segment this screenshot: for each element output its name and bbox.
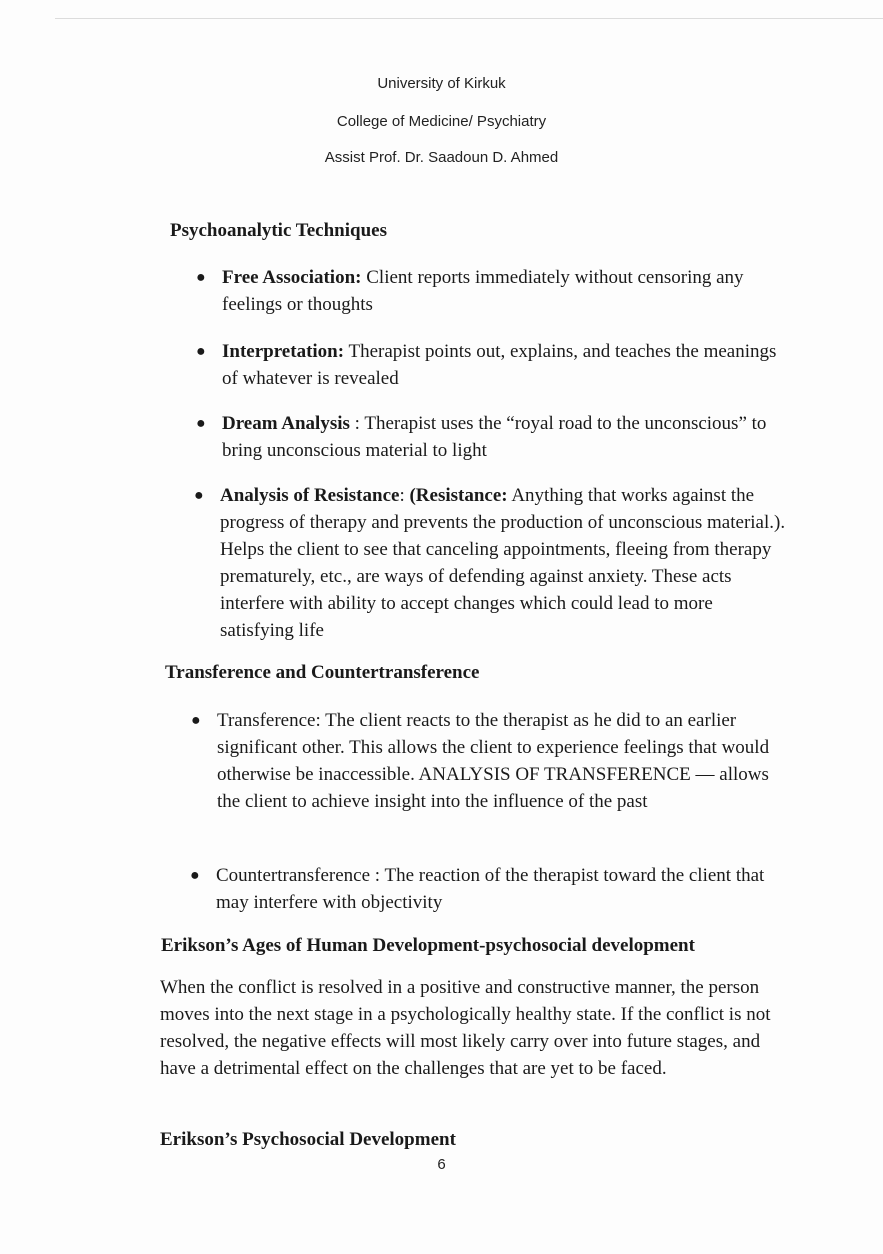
erikson-paragraph: When the conflict is resolved in a positive and constructive manner, the person moves into the next stage in a psychologically healthy state. If the conflict is not resolved, the negative effects will most likely carry over into future stages, and have a detrimental effect on the challenges that are yet to be faced. [160, 977, 771, 1079]
college-name: College of Medicine/ Psychiatry [336, 113, 547, 130]
scan-edge-line [55, 18, 883, 19]
section-title-transference: Transference and Countertransference [165, 662, 480, 683]
list-item-transference [191, 707, 789, 815]
bullet-icon: ● [196, 343, 206, 360]
term-separator: : [399, 485, 410, 506]
term-description: Therapist points out, explains, and teaches the meanings of whatever is revealed [222, 341, 777, 389]
list-item-countertransference [190, 862, 781, 916]
item-text: Transference: The client reacts to the therapist as he did to an earlier significant other. This allows the client to experience feelings that would otherwise be inaccessible. ANALYSIS OF TRANSFERENCE — allows the client to achieve insight into the influence of the past [217, 710, 770, 812]
term-label: Analysis of Resistance [220, 485, 400, 506]
university-name: University of Kirkuk [377, 75, 506, 92]
bullet-icon: ● [194, 487, 204, 504]
item-text: Countertransference : The reaction of the therapist toward the client that may interfere with objectivity [216, 865, 765, 913]
section-title-erikson-psychosocial: Erikson’s Psychosocial Development [160, 1129, 456, 1150]
section-title-psychoanalytic: Psychoanalytic Techniques [170, 220, 387, 241]
section-title-erikson-ages: Erikson’s Ages of Human Development-psychosocial development [161, 935, 695, 956]
bullet-icon: ● [196, 415, 206, 432]
term-description: : Therapist uses the “royal road to the unconscious” to bring unconscious material to light [222, 413, 767, 461]
list-item-interpretation [196, 338, 787, 392]
bullet-icon: ● [196, 269, 206, 286]
author-name: Assist Prof. Dr. Saadoun D. Ahmed [324, 149, 559, 166]
list-item-free-association [196, 264, 787, 318]
page-number: 6 [437, 1156, 446, 1173]
bullet-icon: ● [191, 712, 201, 729]
list-item-dream-analysis [196, 410, 787, 464]
term-label: Dream Analysis [222, 413, 350, 434]
bullet-icon: ● [190, 867, 200, 884]
term-label-secondary: (Resistance: [409, 485, 508, 506]
term-label: Interpretation: [222, 341, 345, 362]
term-label: Free Association: [222, 267, 362, 288]
term-description: Client reports immediately without censoring any feelings or thoughts [222, 267, 744, 315]
term-description: Anything that works against the progress of therapy and prevents the production of unconscious material.). Helps the client to see that canceling appointments, fleeing from therapy prematurely, etc., are ways of defending against anxiety. These acts interfere with ability to accept changes which could lead to more satisfying life [220, 485, 786, 641]
list-item-analysis-of-resistance [194, 482, 788, 644]
